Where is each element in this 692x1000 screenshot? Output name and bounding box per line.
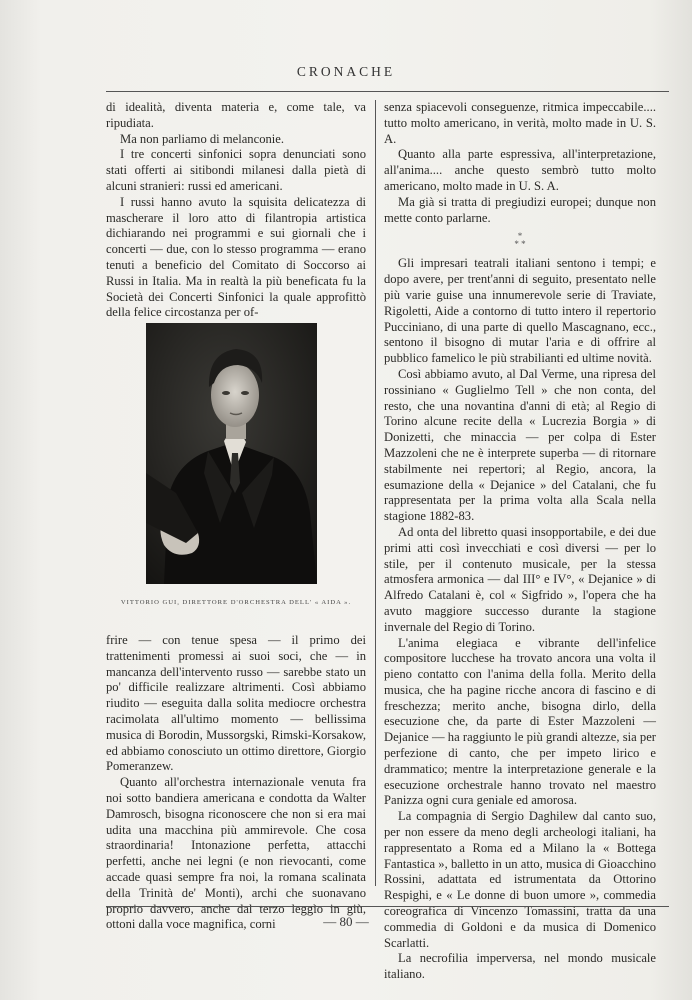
running-header: CRONACHE [296, 64, 396, 79]
separator-stars-bottom: * * [514, 239, 526, 250]
paragraph: senza spiacevoli conseguenze, ritmica impeccabile.... tutto molto americano, in verità, molto made in U. S. A. [384, 100, 656, 146]
paragraph: Quanto all'orchestra internazionale venuta fra noi sotto bandiera americana e condotta da Walter Damrosch, bisogna riconoscere che non si era mai udita una macchina più ammirevole. Che cosa straordinaria! Intonazione perfetta, attacchi perfetti, anche nei legni (e non rievocanti, come accade quasi sempre fra noi, la romana scalinata della Trinità de' Monti), archi che suonavano proprio davvero, anche dal terzo leggìo in giù, ottoni dalla voce magnifica, corni [106, 775, 366, 932]
paragraph: frire — con tenue spesa — il primo dei trattenimenti promessi ai suoi soci, che — in mancanza dell'intervento russo — sarebbe stato un po' difficile realizzare altrimenti. Così abbiamo riudito — eseguita dalla solita mediocre orchestra racimolata all'ultimo momento — bellissima musica di Borodin, Mussorgski, Rimski-Korsakow, ed abbiamo conosciuto un ottimo direttore, Giorgio Pomeranzew. [106, 633, 366, 774]
paragraph: Ma già si tratta di pregiudizi europei; dunque non mette conto parlarne. [384, 194, 656, 225]
paragraph: I russi hanno avuto la squisita delicatezza di mascherare il loro atto di filantropia artistica dichiarando nei programmi e sui giornali che i concerti — due, con lo stesso programma — erano tenuti a beneficio del Comitato di Soccorso ai Russi in Italia. Ma in realtà la più beneficata fu la Società dei Concerti Sinfonici la quale approfittò della felice circostanza per of- [106, 194, 366, 320]
portrait-photo [146, 323, 317, 584]
paragraph: L'anima elegiaca e vibrante dell'infelice compositore lucchese ha trovato ancora una volta il pieno contatto con l'anima della folla. Merito della musica, che ha pagine ricche ancora di fascino e di freschezza; merito anche, bisogna dirlo, della esecuzione che, da parte di Ester Mazzoleni — Dejanice — ha raggiunto le più grandi altezze, sia per perfezione di canto, che per impeto lirico e drammatico; mentre la interpretazione generale e la esecuzione orchestrale hanno trovato nel maestro Panizza ogni cura geniale ed amorosa. [384, 635, 656, 808]
paragraph: Quanto alla parte espressiva, all'interpretazione, all'anima.... anche questo sembrò tutto molto americano, molto made in U. S. A. [384, 147, 656, 193]
paragraph: Ma non parliamo di melanconie. [120, 131, 285, 146]
paragraph: Così abbiamo avuto, al Dal Verme, una ripresa del rossiniano « Guglielmo Tell » che non conta, del resto, che una novantina d'anni di età; al Regio di Torino alcune recite della « Lucrezia Borgia » di Donizetti, che minaccia — per colpa di Ester Mazzoleni che ne è interprete superba — di ritornare stabilmente nei repertori; al Regio, ancora, la esumazione della « Dejanice » del Catalani, che fu rappresentata per la prima volta alla Scala nella stagione 1882-83. [384, 366, 656, 524]
paragraph: I tre concerti sinfonici sopra denunciati sono stati offerti ai sitibondi milanesi dalla pietà di alcuni stranieri: russi ed americani. [106, 147, 366, 193]
paragraph: Ad onta del libretto quasi insopportabile, e dei due primi atti così invecchiati e così diversi — per lo stile, per il contenuto musicale, per la stessa atmosfera armonica — dal III° e IV°, « Dejanice » di Alfredo Catalani è, col « Sigfrido », l'opera che ha avuto maggiore successo durante la stagione invernale del Regio di Torino. [384, 524, 656, 634]
paragraph: La compagnia di Sergio Daghilew dal canto suo, per non essere da meno degli archeologi italiani, ha rappresentato a Roma ed a Milano la « Bottega Fantastica », balletto in un atto, musica di Gioacchino Rossini, adattata ed istrumentata da Ottorino Respighi, e « Le donne di buon umore », commedia coreografica di Vincenzo Tomassini, tratta da una commedia di Goldoni e da musica di Domenico Scarlatti. [384, 809, 656, 950]
right-column [384, 100, 656, 983]
photo-caption: VITTORIO GUI, DIRETTORE D'ORCHESTRA DELL' « AIDA ». [120, 599, 352, 606]
page-number: — 80 — [323, 914, 369, 929]
header-rule [106, 91, 669, 92]
separator-star-top: * [517, 231, 523, 242]
column-divider [375, 100, 376, 886]
left-column-top [106, 100, 366, 321]
paragraph: La necrofilia imperversa, nel mondo musicale italiano. [384, 951, 656, 982]
footer-rule [106, 906, 669, 907]
paragraph: di idealità, diventa materia e, come tale, va ripudiata. [106, 100, 366, 130]
paragraph: Gli impresari teatrali italiani sentono i tempi; e dopo avere, per trent'anni di seguito, presentato nelle più varie guise una innumerevole serie di Traviate, Rigoletti, Aide a contorno di tutto intero il repertorio Pucciniano, di una parte di quello Mascagnano, ecc., sentono il bisogno di mutar l'aria e di offrire al pubblico famelico le più strabilianti ed ultime novità. [384, 256, 656, 366]
left-column-bottom [106, 633, 366, 933]
section-separator [384, 232, 656, 248]
portrait-image [146, 323, 317, 584]
